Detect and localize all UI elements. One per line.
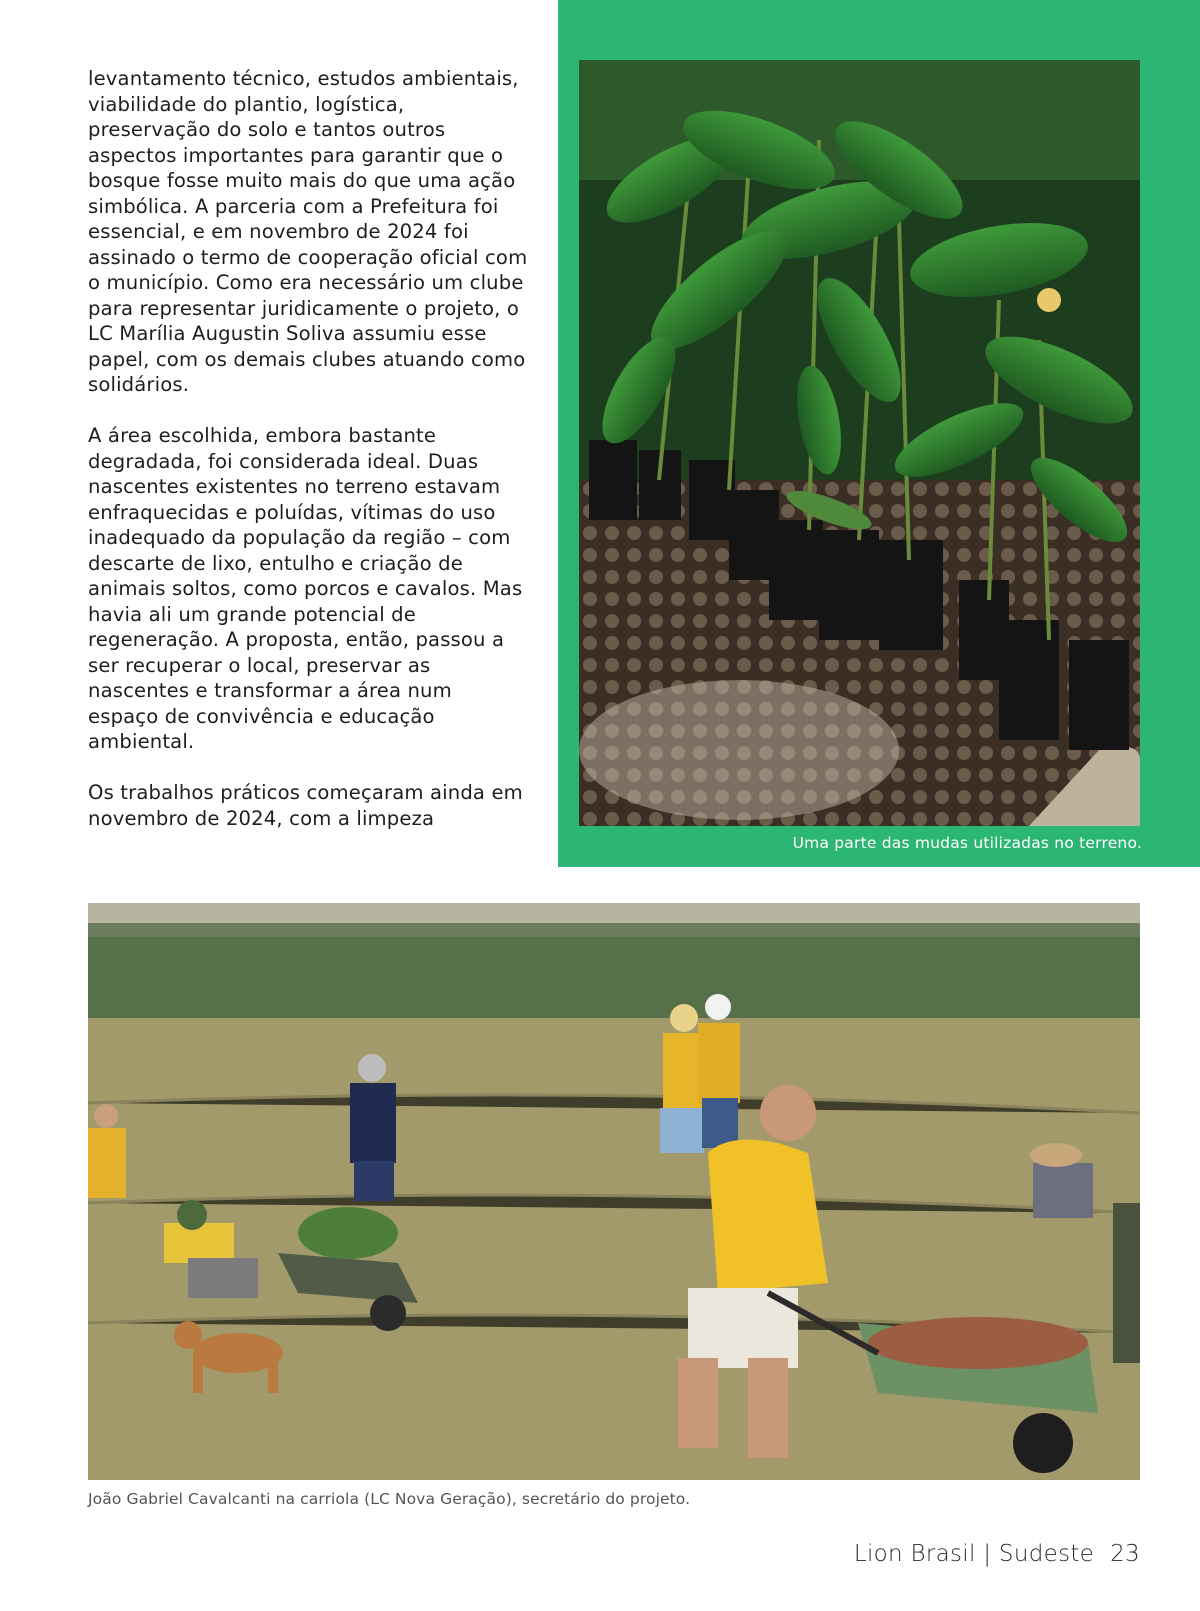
publication-name: Lion Brasil | Sudeste bbox=[853, 1541, 1095, 1567]
planting-photo bbox=[88, 903, 1140, 1480]
green-photo-panel bbox=[558, 0, 1200, 867]
page-number: 23 bbox=[1110, 1541, 1140, 1567]
seedlings-photo-caption: Uma parte das mudas utilizadas no terreno. bbox=[792, 834, 1142, 852]
article-paragraph-1: levantamento técnico, estudos ambientais, viabilidade do plantio, logística, preservação do solo e tantos outros aspectos importantes para garantir que o bosque fosse muito mais do que uma ação simbólica. A parceria com a Prefeitura foi essencial, e em novembro de 2024 foi assinado o termo de cooperação oficial com o município. Como era necessário um clube para representar juridicamente o projeto, o LC Marília Augustin Soliva assumiu esse papel, com os demais clubes atuando como solidários. bbox=[88, 67, 528, 396]
article-paragraph-3: Os trabalhos práticos começaram ainda em novembro de 2024, com a limpeza bbox=[88, 781, 523, 830]
seedlings-photo bbox=[579, 60, 1140, 826]
page-footer bbox=[854, 1541, 1140, 1567]
planting-photo-caption: João Gabriel Cavalcanti na carriola (LC Nova Geração), secretário do projeto. bbox=[88, 1490, 691, 1508]
article-paragraph-2: A área escolhida, embora bastante degradada, foi considerada ideal. Duas nascentes existentes no terreno estavam enfraquecidas e poluídas, vítimas do uso inadequado da população da região – com descarte de lixo, entulho e criação de animais soltos, como porcos e cavalos. Mas havia ali um grande potencial de regeneração. A proposta, então, passou a ser recuperar o local, preservar as nascentes e transformar a área num espaço de convivência e educação ambiental. bbox=[88, 424, 523, 753]
article-body bbox=[88, 66, 528, 857]
